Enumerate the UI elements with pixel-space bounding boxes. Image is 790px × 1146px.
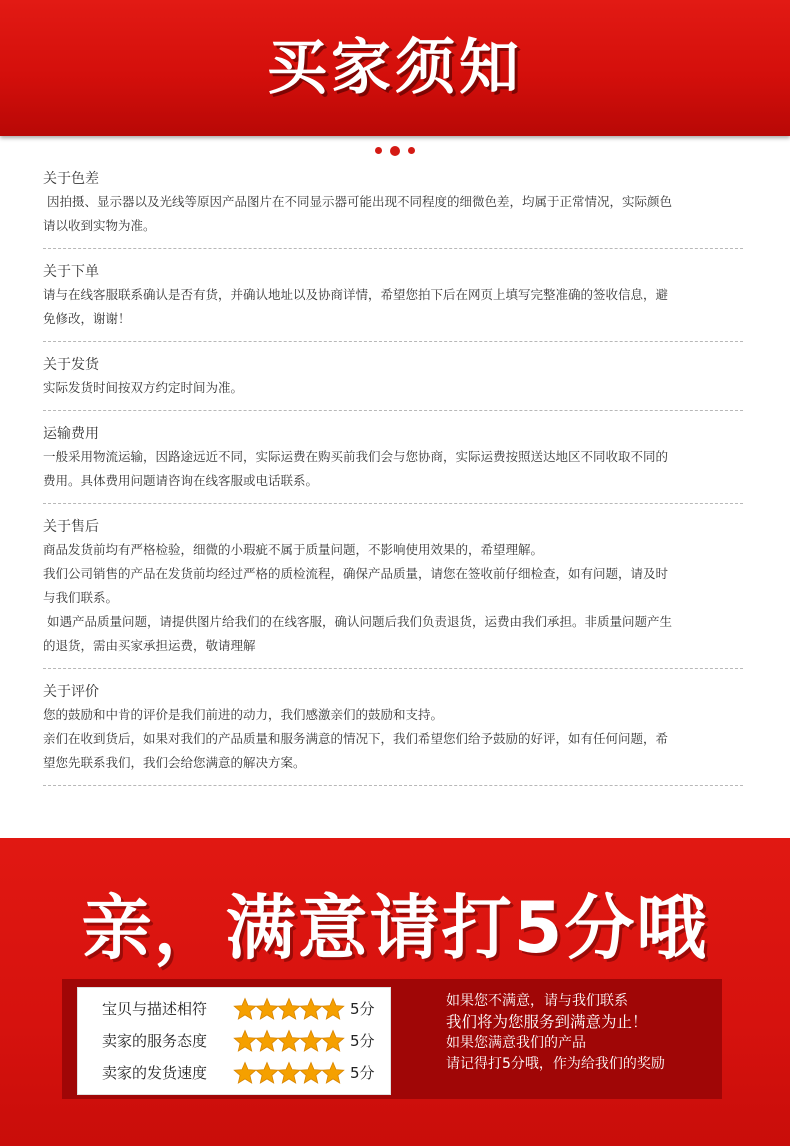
section-title: 关于发货 xyxy=(43,357,99,373)
star-icon xyxy=(299,1029,323,1053)
section-line: 的退货，需由买家承担运费，敬请理解 xyxy=(43,638,256,653)
rating-score: 5分 xyxy=(350,1000,375,1018)
section-line: 请与在线客服联系确认是否有货，并确认地址以及协商详情，希望您拍下后在网页上填写完整准确的签收信息，避 xyxy=(43,287,669,302)
star-icon xyxy=(321,1061,345,1085)
star-icon xyxy=(299,1061,323,1085)
section-line: 请以收到实物为准。 xyxy=(43,218,156,233)
message-line: 我们将为您服务到满意为止！ xyxy=(446,1013,648,1031)
section-title: 关于色差 xyxy=(43,171,99,187)
star-icon xyxy=(277,997,301,1021)
rating-label: 卖家的发货速度 xyxy=(102,1064,208,1082)
star-icon xyxy=(233,1029,257,1053)
rating-row xyxy=(78,1026,390,1056)
section-line: 实际发货时间按双方约定时间为准。 xyxy=(43,380,244,395)
section-line: 费用。具体费用问题请咨询在线客服或电话联系。 xyxy=(43,473,319,488)
section-line: 与我们联系。 xyxy=(43,590,119,605)
notice-sections xyxy=(43,168,743,798)
rating-row xyxy=(78,1058,390,1088)
section-freight xyxy=(43,423,743,504)
section-title: 关于评价 xyxy=(43,684,99,700)
star-icon xyxy=(255,1061,279,1085)
rating-row xyxy=(78,994,390,1024)
rating-score: 5分 xyxy=(350,1032,375,1050)
section-line: 望您先联系我们，我们会给您满意的解决方案。 xyxy=(43,755,306,770)
star-icon xyxy=(277,1029,301,1053)
section-reviews xyxy=(43,681,743,786)
section-line: 您的鼓励和中肯的评价是我们前进的动力，我们感激亲们的鼓励和支持。 xyxy=(43,707,444,722)
rating-label: 卖家的服务态度 xyxy=(102,1032,208,1050)
rating-message xyxy=(446,991,716,1075)
rating-request-title: 亲，满意请打5分哦 xyxy=(81,887,709,969)
star-icon xyxy=(321,1029,345,1053)
message-line: 如果您满意我们的产品 xyxy=(446,1035,586,1051)
section-title: 运输费用 xyxy=(43,426,99,442)
message-line: 请记得打5分哦，作为给我们的奖励 xyxy=(446,1056,665,1072)
section-line: 亲们在收到货后，如果对我们的产品质量和服务满意的情况下，我们希望您们给予鼓励的好评，如有任何问题，希 xyxy=(43,731,669,746)
section-line: 免修改，谢谢！ xyxy=(43,311,131,326)
section-line: 因拍摄、显示器以及光线等原因产品图片在不同显示器可能出现不同程度的细微色差，均属于正常情况，实际颜色 xyxy=(43,194,672,209)
star-icon xyxy=(255,1029,279,1053)
section-ordering xyxy=(43,261,743,342)
dot-icon xyxy=(375,147,382,154)
dot-icon xyxy=(408,147,415,154)
decorative-dots xyxy=(0,144,790,156)
star-rating xyxy=(233,997,345,1021)
rating-panel xyxy=(62,979,722,1099)
star-icon xyxy=(277,1061,301,1085)
section-title: 关于下单 xyxy=(43,264,99,280)
section-line: 一般采用物流运输，因路途远近不同，实际运费在购买前我们会与您协商，实际运费按照送达地区不同收取不同的 xyxy=(43,449,669,464)
star-icon xyxy=(233,1061,257,1085)
rating-label: 宝贝与描述相符 xyxy=(102,1000,208,1018)
section-shipping xyxy=(43,354,743,411)
star-icon xyxy=(255,997,279,1021)
dot-icon xyxy=(390,146,400,156)
star-icon xyxy=(321,997,345,1021)
section-line: 如遇产品质量问题，请提供图片给我们的在线客服，确认问题后我们负责退货，运费由我们承担。非质量问题产生 xyxy=(43,614,672,629)
page-title: 买家须知 xyxy=(267,33,523,103)
message-line: 如果您不满意，请与我们联系 xyxy=(446,993,628,1009)
header-banner xyxy=(0,0,790,136)
section-line: 商品发货前均有严格检验，细微的小瑕疵不属于质量问题，不影响使用效果的，希望理解。 xyxy=(43,542,544,557)
star-icon xyxy=(299,997,323,1021)
star-icon xyxy=(233,997,257,1021)
rating-banner xyxy=(0,838,790,1146)
rating-box xyxy=(77,987,391,1095)
section-line: 我们公司销售的产品在发货前均经过严格的质检流程，确保产品质量，请您在签收前仔细检查，如有问题，请及时 xyxy=(43,566,669,581)
star-rating xyxy=(233,1029,345,1053)
section-title: 关于售后 xyxy=(43,519,99,535)
section-color-difference xyxy=(43,168,743,249)
star-rating xyxy=(233,1061,345,1085)
rating-score: 5分 xyxy=(350,1064,375,1082)
section-after-sales xyxy=(43,516,743,669)
